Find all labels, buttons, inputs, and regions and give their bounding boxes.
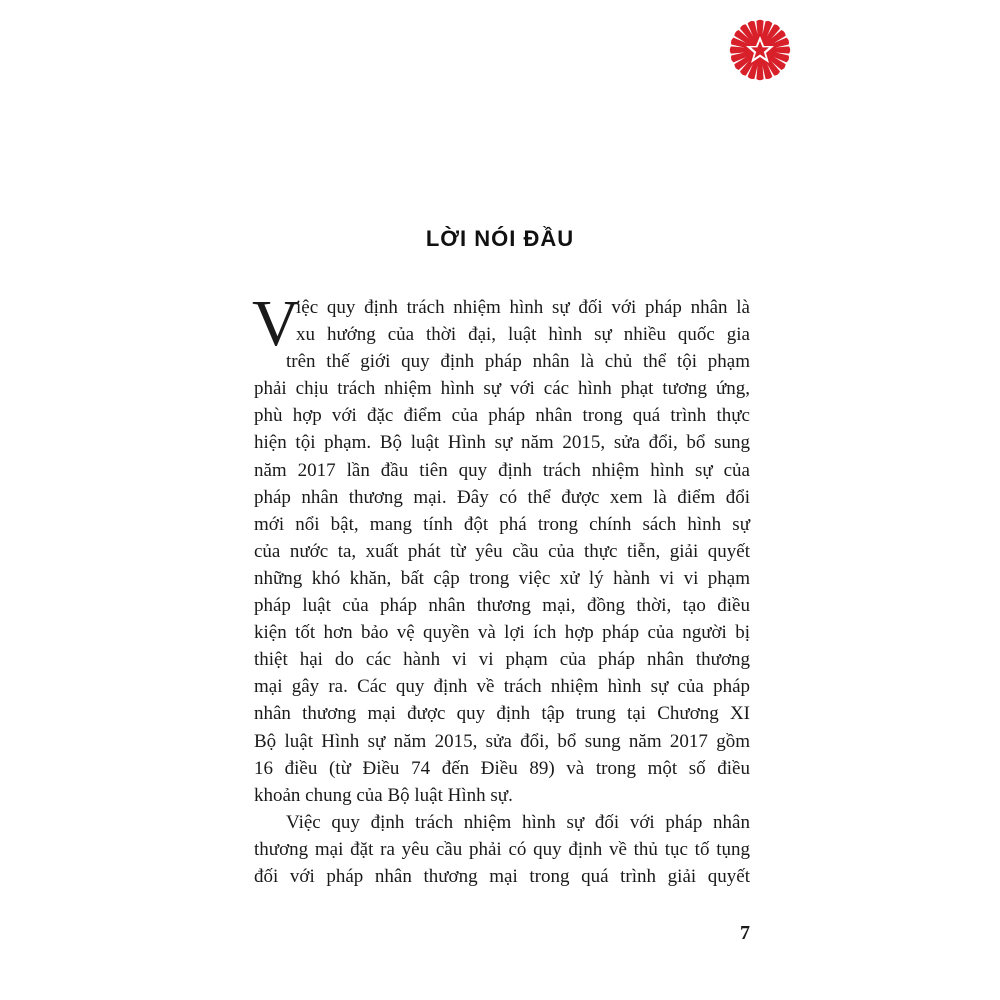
text-line: của nước ta, xuất phát từ yêu cầu của thực tiễn, giải quyết [254, 540, 750, 562]
text-line: thương mại đặt ra yêu cầu phải có quy định về thủ tục tố tụng [254, 838, 750, 860]
text-line: phải chịu trách nhiệm hình sự với các hình phạt tương ứng, [254, 378, 750, 400]
text-line: đối với pháp nhân thương mại trong quá trình giải quyết [254, 865, 750, 887]
text-line: năm 2017 lần đầu tiên quy định trách nhiệm hình sự của [254, 459, 750, 481]
text-line: Bộ luật Hình sự năm 2015, sửa đổi, bổ sung năm 2017 gồm [254, 730, 750, 752]
text-line: mại gây ra. Các quy định về trách nhiệm hình sự của pháp [254, 676, 750, 698]
paragraph-1 [252, 287, 750, 809]
text-line: kiện tốt hơn bảo vệ quyền và lợi ích hợp pháp của người bị [254, 622, 750, 644]
text-line: pháp nhân thương mại. Đây có thể được xem là điểm đổi [254, 486, 750, 508]
publisher-logo-icon [728, 18, 792, 82]
text-line: xu hướng của thời đại, luật hình sự nhiều quốc gia [296, 324, 750, 346]
paragraph-2 [254, 809, 750, 890]
text-line: pháp luật của pháp nhân thương mại, đồng thời, tạo điều [254, 595, 750, 617]
text-line: nhân thương mại được quy định tập trung tại Chương XI [254, 703, 750, 725]
page-number: 7 [740, 922, 750, 944]
text-line: 16 điều (từ Điều 74 đến Điều 89) và trong một số điều [254, 757, 750, 779]
text-line: Việc quy định trách nhiệm hình sự đối với pháp nhân [286, 811, 750, 833]
text-line: iệc quy định trách nhiệm hình sự đối với pháp nhân là [296, 297, 750, 318]
text-line: hiện tội phạm. Bộ luật Hình sự năm 2015, sửa đổi, bổ sung [254, 432, 750, 454]
text-line: phù hợp với đặc điểm của pháp nhân trong quá trình thực [254, 405, 750, 427]
text-line: thiệt hại do các hành vi vi phạm của pháp nhân thương [254, 649, 750, 671]
body-text [252, 287, 750, 890]
text-line: những khó khăn, bất cập trong việc xử lý hành vi vi phạm [254, 567, 750, 589]
drop-cap: V [252, 287, 300, 360]
text-line: trên thế giới quy định pháp nhân là chủ thể tội phạm [286, 351, 750, 373]
text-line: khoản chung của Bộ luật Hình sự. [254, 784, 513, 806]
page-title: LỜI NÓI ĐẦU [425, 226, 575, 251]
text-line: mới nổi bật, mang tính đột phá trong chính sách hình sự [254, 513, 750, 535]
